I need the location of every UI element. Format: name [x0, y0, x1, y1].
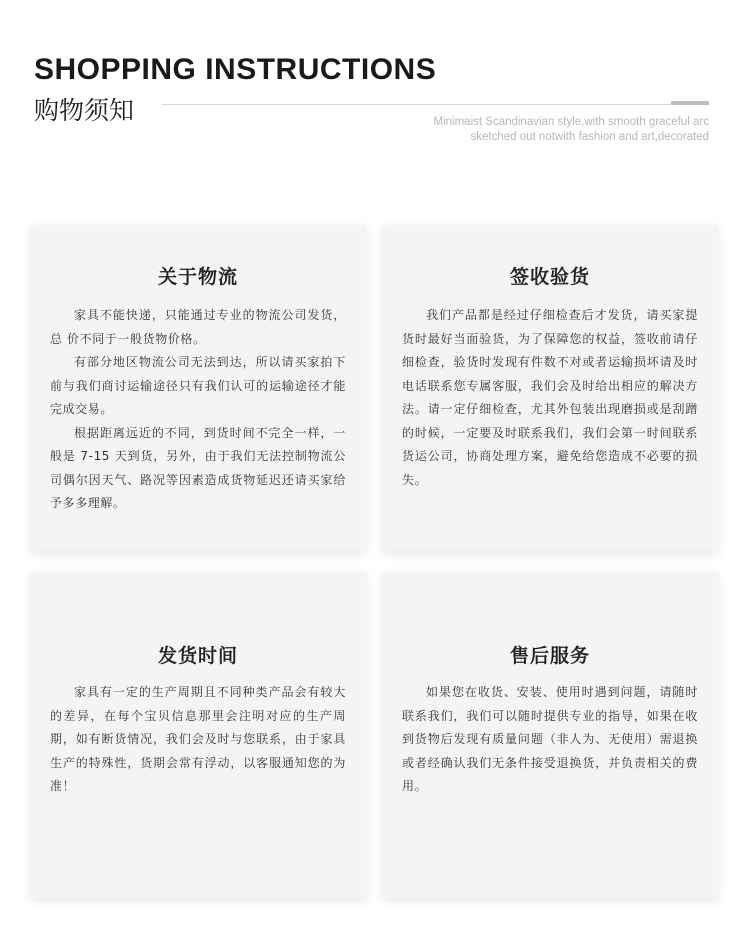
- card-logistics: [30, 225, 366, 551]
- card-paragraph: 如果您在收货、安装、使用时遇到问题，请随时联系我们，我们可以随时提供专业的指导，如果在收到货物后发现有质量问题（非人为、无使用）需退换或者经确认我们无条件接受退换货，并负责相关的费用。: [402, 685, 698, 793]
- tagline-line-2: sketched out notwith fashion and art,decorated: [470, 131, 709, 143]
- card-body: [402, 681, 698, 799]
- card-receipt-inspection: [382, 225, 718, 551]
- card-shipping-time: [30, 572, 366, 898]
- card-title: 签收验货: [509, 266, 590, 288]
- title-english: SHOPPING INSTRUCTIONS: [34, 53, 437, 86]
- header-divider: [162, 104, 709, 105]
- header-divider-accent: [671, 101, 709, 105]
- title-chinese: 购物须知: [34, 96, 135, 125]
- card-body: [50, 304, 346, 516]
- card-paragraph: 家具有一定的生产周期且不同种类产品会有较大的差异，在每个宝贝信息那里会注明对应的生产周期，如有断货情况，我们会及时与您联系，由于家具生产的特殊性，货期会常有浮动，以客服通知您的为准！: [50, 685, 346, 793]
- card-body: [402, 304, 698, 492]
- card-paragraph: 我们产品都是经过仔细检查后才发货，请买家提货时最好当面验货，为了保障您的权益，签收前请仔细检查，验货时发现有件数不对或者运输损坏请及时电话联系您专属客服，我们会及时给出相应的解决方法。请一定仔细检查，尤其外包装出现磨损或是刮蹭的时候，一定要及时联系我们，我们会第一时间联系货运公司，协商处理方案，避免给您造成不必要的损失。: [402, 308, 698, 487]
- card-title: 关于物流: [157, 266, 238, 288]
- tagline-line-1: Minimaist Scandinavian style,with smooth graceful arc: [433, 116, 709, 128]
- page-header: [0, 0, 750, 200]
- card-paragraph: 有部分地区物流公司无法到达，所以请买家拍下前与我们商讨运输途径只有我们认可的运输途径才能完成交易。: [50, 355, 346, 416]
- card-after-sales: [382, 572, 718, 898]
- card-title: 发货时间: [157, 645, 238, 667]
- card-paragraph: 根据距离远近的不同，到货时间不完全一样，一般是 7-15 天到货，另外，由于我们无法控制物流公司偶尔因天气、路况等因素造成货物延迟还请买家给予多多理解。: [50, 425, 346, 510]
- card-body: [50, 681, 346, 799]
- tagline: [289, 115, 709, 145]
- card-paragraph: 家具不能快递，只能通过专业的物流公司发货，总 价不同于一般货物价格。: [50, 308, 346, 346]
- card-title: 售后服务: [509, 645, 590, 667]
